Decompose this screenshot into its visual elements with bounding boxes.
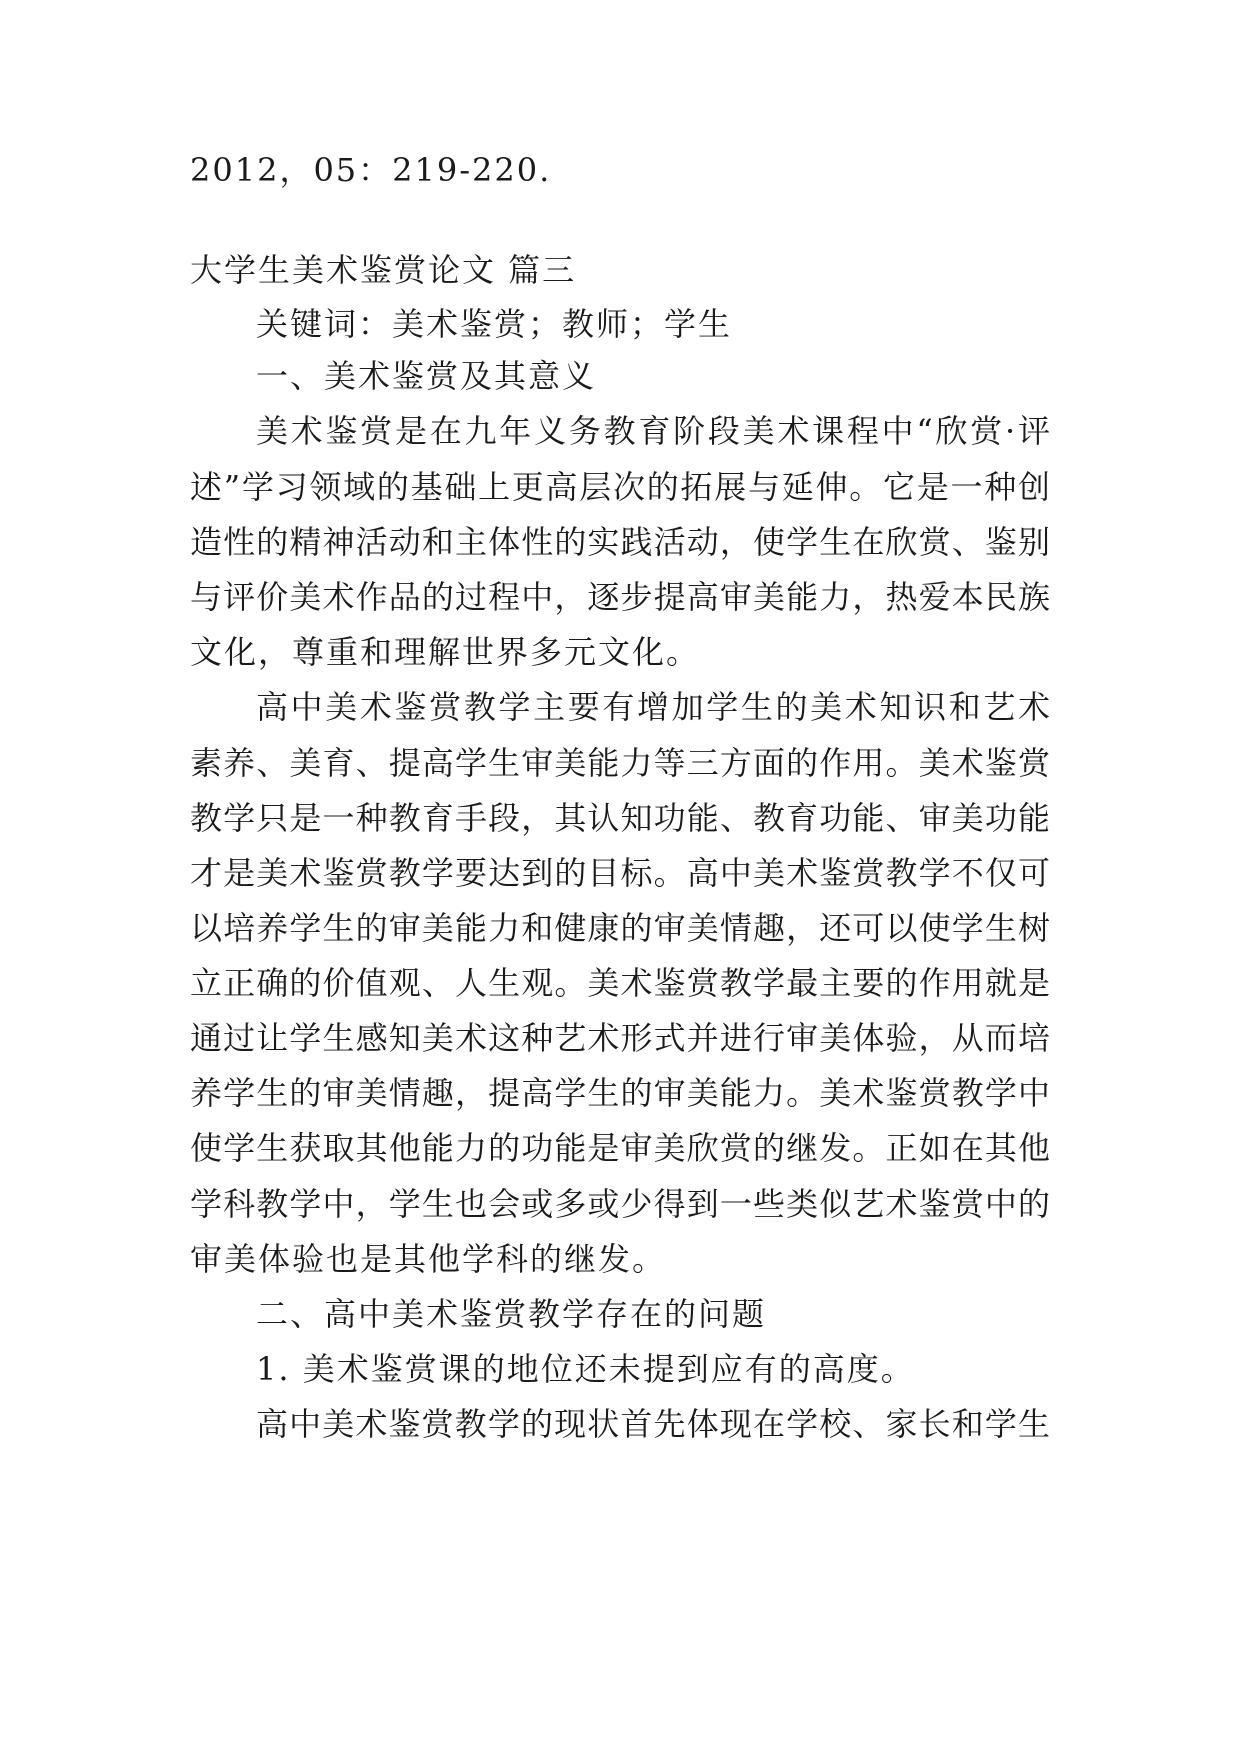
para2-line-1: 高中美术鉴赏教学主要有增加学生的美术知识和艺术: [256, 688, 1050, 726]
para1-line-5: 文化，尊重和理解世界多元文化。: [190, 633, 701, 671]
citation-tail: 2012，05：219-220.: [190, 151, 552, 189]
para1-line-3: 造性的精神活动和主体性的实践活动，使学生在欣赏、鉴别: [190, 523, 1050, 561]
para2-line-3: 教学只是一种教育手段，其认知功能、教育功能、审美功能: [190, 799, 1050, 837]
para2-line-6: 立正确的价值观、人生观。美术鉴赏教学最主要的作用就是: [190, 964, 1050, 1002]
para3-line-1: 高中美术鉴赏教学的现状首先体现在学校、家长和学生: [256, 1405, 1050, 1443]
subsection-1-heading: 1. 美术鉴赏课的地位还未提到应有的高度。: [256, 1350, 915, 1388]
para2-line-8: 养学生的审美情趣，提高学生的审美能力。美术鉴赏教学中: [190, 1074, 1050, 1112]
para1-line-2: 述”学习领域的基础上更高层次的拓展与延伸。它是一种创: [190, 468, 1050, 506]
para2-line-9: 使学生获取其他能力的功能是审美欣赏的继发。正如在其他: [190, 1129, 1050, 1167]
keywords-line: 关键词：美术鉴赏；教师；学生: [256, 305, 733, 343]
para2-line-7: 通过让学生感知美术这种艺术形式并进行审美体验，从而培: [190, 1019, 1050, 1057]
para2-line-2: 素养、美育、提高学生审美能力等三方面的作用。美术鉴赏: [190, 744, 1050, 782]
para2-line-4: 才是美术鉴赏教学要达到的目标。高中美术鉴赏教学不仅可: [190, 854, 1050, 892]
para1-line-1: 美术鉴赏是在九年义务教育阶段美术课程中“欣赏·评: [256, 412, 1050, 450]
para2-line-5: 以培养学生的审美能力和健康的审美情趣，还可以使学生树: [190, 909, 1050, 947]
para2-line-11: 审美体验也是其他学科的继发。: [190, 1240, 667, 1278]
para2-line-10: 学科教学中，学生也会或多或少得到一些类似艺术鉴赏中的: [190, 1185, 1050, 1223]
para1-line-4: 与评价美术作品的过程中，逐步提高审美能力，热爱本民族: [190, 578, 1050, 616]
article-title: 大学生美术鉴赏论文 篇三: [190, 251, 577, 289]
section-2-heading: 二、高中美术鉴赏教学存在的问题: [256, 1295, 767, 1333]
section-1-heading: 一、美术鉴赏及其意义: [256, 357, 597, 395]
